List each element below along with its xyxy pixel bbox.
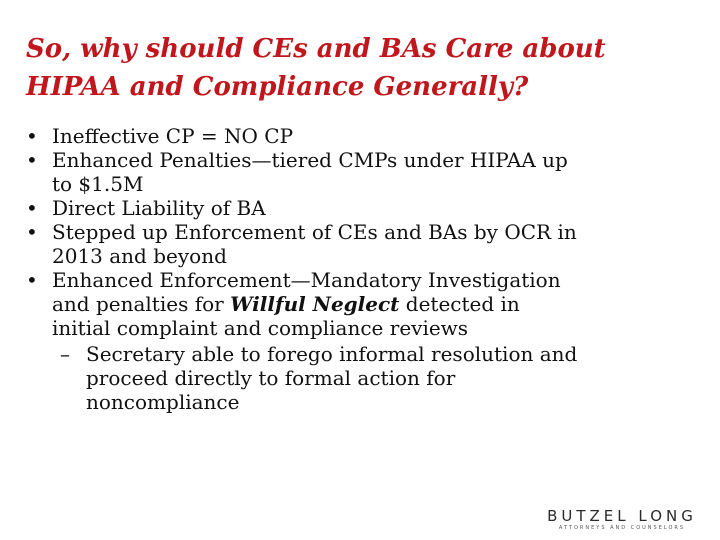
bullet-text-part: detected in xyxy=(399,292,520,316)
bullet-item xyxy=(26,220,694,268)
slide-title-line-1: So, why should CEs and BAs Care about xyxy=(26,34,606,64)
bullet-item xyxy=(26,124,694,148)
sub-bullet-text: proceed directly to formal action for xyxy=(86,366,456,390)
sub-bullet-text: Secretary able to forego informal resolution and xyxy=(86,342,578,366)
bullet-text: Enhanced Penalties—tiered CMPs under HIPAA up xyxy=(52,148,568,172)
bullet-item xyxy=(26,268,694,340)
bullet-icon: • xyxy=(26,268,38,292)
bullet-icon: • xyxy=(26,220,38,244)
bullet-text: Ineffective CP = NO CP xyxy=(52,124,294,148)
dash-icon: – xyxy=(60,342,70,366)
bullet-text: Direct Liability of BA xyxy=(52,196,266,220)
emphasis-text: Willful Neglect xyxy=(230,292,400,316)
bullet-text: initial complaint and compliance reviews xyxy=(52,316,469,340)
bullet-text: Stepped up Enforcement of CEs and BAs by OCR in xyxy=(52,220,577,244)
sub-bullet-text: noncompliance xyxy=(86,390,240,414)
bullet-text: to $1.5M xyxy=(52,172,144,196)
bullet-item xyxy=(26,148,694,196)
bullet-icon: • xyxy=(26,196,38,220)
bullet-list xyxy=(26,124,694,414)
bullet-item xyxy=(26,196,694,220)
logo-name: BUTZEL LONG xyxy=(547,507,697,525)
bullet-text: Enhanced Enforcement—Mandatory Investigation xyxy=(52,268,561,292)
bullet-icon: • xyxy=(26,124,38,148)
bullet-text-mixed xyxy=(52,292,694,316)
company-logo xyxy=(532,508,712,532)
bullet-text: 2013 and beyond xyxy=(52,244,227,268)
slide-title xyxy=(26,30,706,106)
sub-bullet-item xyxy=(26,342,694,414)
slide-title-line-2: HIPAA and Compliance Generally? xyxy=(26,72,529,102)
logo-tagline: ATTORNEYS AND COUNSELORS xyxy=(558,525,686,531)
bullet-text-part: and penalties for xyxy=(52,292,231,316)
bullet-icon: • xyxy=(26,148,38,172)
